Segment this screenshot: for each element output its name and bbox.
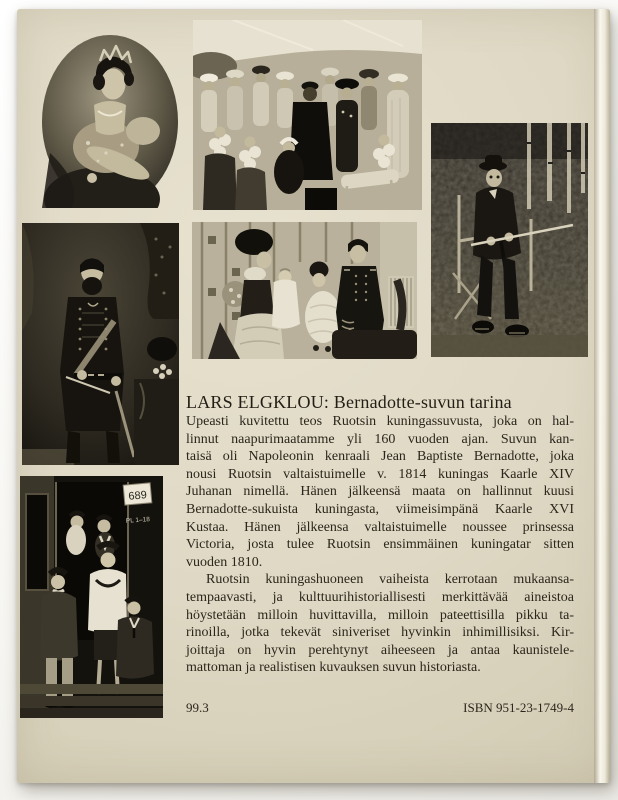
price-code: 99.3 (186, 700, 209, 715)
train-photo (20, 476, 163, 718)
group-photo-art (193, 20, 422, 210)
blurb-line: joittaja on hyvin perehtynyt aiheeseen ja antaa kaunistele- (186, 642, 574, 658)
book-back-cover (17, 9, 610, 783)
oval-portrait-photo (42, 35, 178, 208)
blurb-line: rinoilla, jotka tekevät siniveriset hyvinkin inhimillisiksi. Kir- (186, 625, 574, 641)
blurb-line: nousi Ruotsin valtaistuimelle v. 1814 kuningas Kaarle XIV (186, 466, 574, 482)
family-photo-art (192, 222, 417, 359)
blurb-text (186, 413, 574, 677)
blurb-line: Victoria, josta tulee Ruotsin ensimmäinen kuningatar sitten (186, 537, 574, 553)
oval-portrait-art (42, 35, 178, 208)
blurb-line: Ruotsin kuningashuoneen vaiheista kerrotaan mukaansa- (206, 572, 574, 588)
train-platform-plate: PL 1–18 (125, 516, 151, 525)
blurb-line: tempaavasti, ja kulttuurihistoriallisesti merkittävää aineistoa (186, 589, 574, 605)
blurb-line: vuoden 1810. (186, 554, 263, 570)
group-photo (193, 20, 422, 210)
train-car-number: 689 (128, 489, 148, 503)
family-photo (192, 222, 417, 359)
isbn: ISBN 951-23-1749-4 (463, 700, 574, 715)
book-title: LARS ELGKLOU: Bernadotte-suvun tarina (186, 392, 512, 412)
blurb-line: taisä oli Napoleonin kenraali Jean Baptiste Bernadotte, joka (186, 449, 574, 465)
blurb-line: Kustaa. Hänen jälkeensa valtaistuimelle noussee prinsessa (186, 519, 574, 535)
train-photo-art (20, 476, 163, 718)
seated-man-art (431, 123, 588, 357)
military-portrait-art (22, 223, 179, 465)
blurb-line: Juhanan nimellä. Hänen jälkeensä maata on hallinnut kuusi (186, 484, 574, 500)
blurb-line: Upeasti kuvitettu teos Ruotsin kuningassuvusta, joka on hal- (186, 414, 574, 429)
blurb-line: höystetään milloin huvittavilla, milloin pateettisilla pikku ta- (186, 607, 574, 623)
jacket-edge (594, 9, 610, 783)
military-portrait-photo (22, 223, 179, 465)
blurb-line: mattoman ja realistisen kuvauksen suvun historiasta. (186, 660, 481, 676)
footer-row (186, 700, 574, 716)
blurb-line: Bernadotte-sukuista kuningasta, viimeisimpänä Kaarle XVI (186, 501, 574, 517)
seated-man-photo (431, 123, 588, 357)
blurb-line: linnut naapurimaatamme yli 160 vuoden ajan. Suvun kan- (186, 431, 574, 447)
